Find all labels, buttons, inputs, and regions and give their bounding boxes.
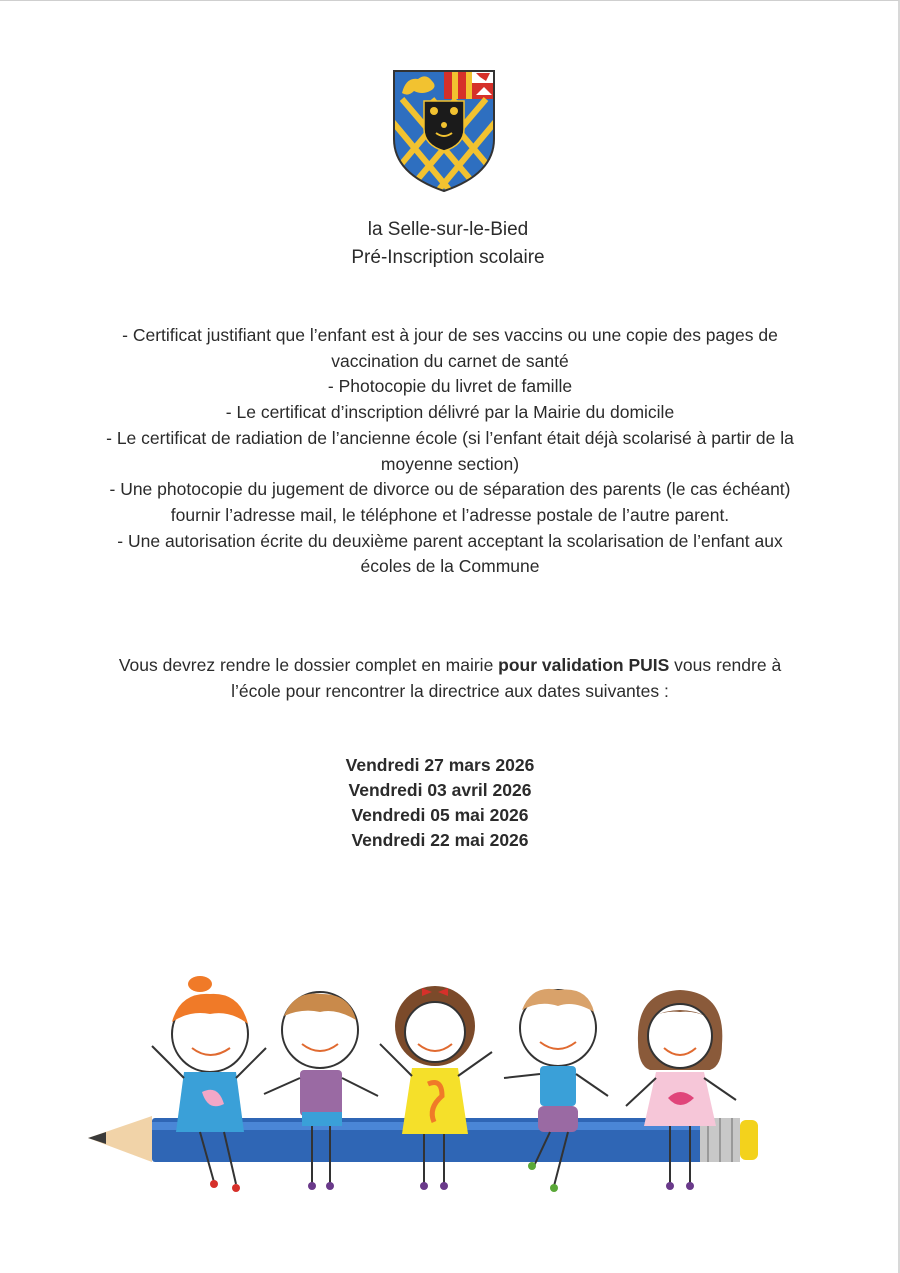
date-item: Vendredi 27 mars 2026	[345, 755, 535, 775]
town-name: la Selle-sur-le-Bied	[367, 219, 529, 240]
list-item: - Le certificat d’inscription délivré par la Mairie du domicile	[225, 402, 675, 423]
date-item: Vendredi 22 mai 2026	[351, 830, 529, 850]
instructions-text-end: vous rendre à l’école pour rencontrer la directrice aux dates suivantes :	[231, 655, 782, 701]
required-documents-list	[100, 323, 800, 580]
list-item: - Une photocopie du jugement de divorce ou de séparation des parents (le cas échéant) fournir l’adresse mail, le téléphone et l’adresse postale de l’autre parent.	[109, 479, 791, 525]
list-item: - Photocopie du livret de famille	[327, 376, 573, 397]
date-item: Vendredi 05 mai 2026	[351, 805, 529, 825]
instructions-emphasis: pour validation PUIS	[498, 655, 670, 675]
coat-of-arms-icon	[392, 69, 496, 193]
children-on-pencil-illustration	[80, 966, 770, 1206]
list-item: - Une autorisation écrite du deuxième parent acceptant la scolarisation de l’enfant aux écoles de la Commune	[117, 530, 783, 577]
instructions-paragraph	[100, 652, 800, 704]
list-item: - Le certificat de radiation de l’ancienne école (si l’enfant était déjà scolarisé à partir de la moyenne section)	[106, 427, 794, 474]
instructions-text: Vous devrez rendre le dossier complet en mairie	[118, 655, 499, 675]
list-item: - Certificat justifiant que l’enfant est à jour de ses vaccins ou une copie des pages de vaccination du carnet de santé	[122, 325, 778, 371]
date-item: Vendredi 03 avril 2026	[348, 780, 532, 800]
dates-list	[0, 753, 880, 853]
page-title: Pré-Inscription scolaire	[351, 247, 545, 268]
